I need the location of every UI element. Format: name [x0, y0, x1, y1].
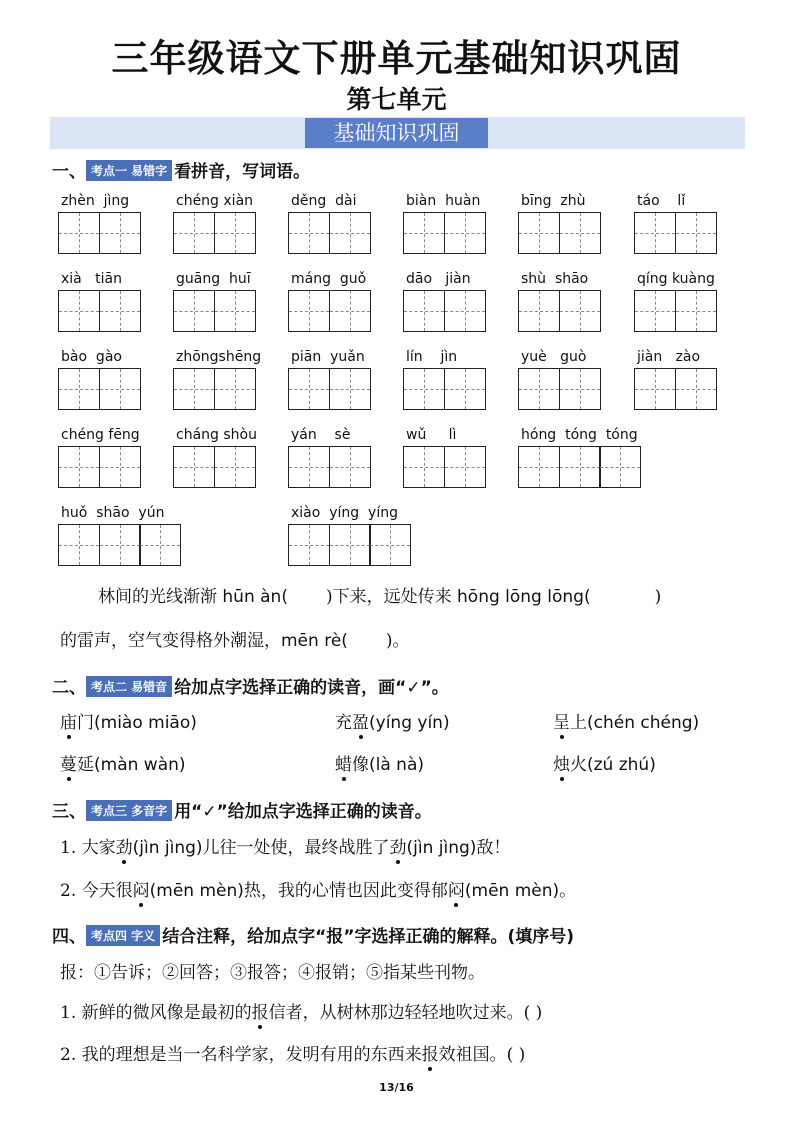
pinyin-label: xià tiān [61, 271, 122, 287]
question-text: 结合注释，给加点字“报”字选择正确的解释。(填序号) [162, 927, 575, 947]
pinyin-label: táo lǐ [637, 193, 686, 209]
tianzige-box[interactable] [444, 368, 486, 410]
word-cell [58, 505, 180, 566]
dotted-char: 闷 [132, 881, 150, 901]
word-cell [288, 271, 369, 332]
tianzige-box[interactable] [173, 446, 215, 488]
unit-subtitle: 第七单元 [346, 85, 447, 114]
word-cell [173, 271, 254, 332]
tianzige-box[interactable] [518, 290, 560, 332]
pinyin-label: yuè guò [521, 349, 587, 365]
tianzige-box[interactable] [329, 290, 371, 332]
word-cell [173, 349, 261, 410]
pinyin-label: xiào yíng yíng [291, 505, 398, 521]
passage-line-2 [60, 626, 410, 651]
tianzige-box[interactable] [369, 524, 411, 566]
tianzige-box[interactable] [403, 368, 445, 410]
tianzige-box[interactable] [634, 290, 676, 332]
question-2-heading [52, 673, 449, 698]
word-rest: 火 [570, 755, 587, 775]
dotted-char: 报 [251, 1003, 269, 1023]
pinyin-label: chéng fēng [61, 427, 140, 443]
pinyin-label: yán sè [291, 427, 351, 443]
word-cell [518, 427, 640, 488]
topic-tag: 考点三 多音字 [86, 800, 172, 821]
pinyin-label: hóng tóng tóng [521, 427, 638, 443]
tianzige-box[interactable] [329, 212, 371, 254]
tianzige-box[interactable] [675, 290, 717, 332]
question-4-heading [52, 922, 574, 947]
tianzige-box[interactable] [559, 212, 601, 254]
tianzige-box[interactable] [675, 212, 717, 254]
word-cell [403, 427, 484, 488]
word-cell [403, 271, 484, 332]
line-text: (jìn jìng)敌！ [406, 838, 511, 858]
writing-boxes [403, 446, 484, 488]
tianzige-box[interactable] [559, 290, 601, 332]
writing-boxes [58, 212, 139, 254]
tianzige-box[interactable] [288, 368, 330, 410]
word-cell [288, 427, 369, 488]
writing-boxes [288, 368, 369, 410]
reading-options: (chén chéng) [587, 713, 700, 733]
tianzige-box[interactable] [518, 212, 560, 254]
choice-item[interactable] [60, 750, 186, 775]
choice-item[interactable] [553, 750, 656, 775]
question-number: 三、 [52, 802, 86, 822]
tianzige-box[interactable] [329, 446, 371, 488]
writing-boxes [403, 368, 484, 410]
tianzige-box[interactable] [559, 368, 601, 410]
tianzige-box[interactable] [518, 446, 560, 488]
tianzige-box[interactable] [634, 212, 676, 254]
writing-boxes [58, 524, 180, 566]
writing-boxes [173, 368, 261, 410]
page-number: 13/16 [379, 1081, 414, 1094]
reading-options: (yíng yín) [369, 713, 450, 733]
passage-text: )。 [385, 631, 410, 651]
pinyin-label: máng guǒ [291, 271, 367, 287]
tianzige-box[interactable] [173, 290, 215, 332]
word-cell [173, 193, 254, 254]
pinyin-label: lín jìn [406, 349, 458, 365]
topic-tag: 考点二 易错音 [86, 676, 172, 697]
reading-options: (là nà) [369, 755, 425, 775]
tianzige-box[interactable] [99, 524, 141, 566]
pinyin-label: qíng kuàng [637, 271, 715, 287]
tianzige-box[interactable] [288, 290, 330, 332]
meaning-line-2[interactable] [60, 1040, 525, 1065]
topic-tag: 考点四 字义 [86, 925, 160, 946]
line-text: 2. 我的理想是当一名科学家，发明有用的东西来 [60, 1045, 422, 1065]
tianzige-box[interactable] [99, 290, 141, 332]
word-cell [634, 271, 715, 332]
writing-boxes [634, 368, 715, 410]
tianzige-box[interactable] [214, 446, 256, 488]
tianzige-box[interactable] [173, 368, 215, 410]
pinyin-label: děng dài [291, 193, 357, 209]
dotted-char: 呈 [553, 713, 570, 733]
question-number: 二、 [52, 678, 86, 698]
writing-boxes [58, 446, 140, 488]
choice-item[interactable] [553, 708, 699, 733]
word-cell [634, 349, 715, 410]
dotted-char: 蔓 [60, 755, 77, 775]
writing-boxes [173, 212, 254, 254]
tianzige-box[interactable] [403, 446, 445, 488]
tianzige-box[interactable] [599, 446, 641, 488]
writing-boxes [518, 368, 599, 410]
reading-options: (zú zhú) [587, 755, 656, 775]
dotted-char: 庙 [60, 713, 77, 733]
pinyin-label: biàn huàn [406, 193, 481, 209]
question-text: 给加点字选择正确的读音，画“✓”。 [174, 678, 449, 698]
passage-line-1 [98, 582, 661, 607]
word-cell [403, 193, 484, 254]
word-cell [58, 271, 139, 332]
line-text: 1. 新鲜的微风像是最初的 [60, 1003, 252, 1023]
tianzige-box[interactable] [99, 212, 141, 254]
pinyin-label: chéng xiàn [176, 193, 254, 209]
word-rest: 延 [77, 755, 94, 775]
word-cell [58, 427, 140, 488]
line-text: 信者，从树林那边轻轻地吹过来。( ) [268, 1003, 543, 1023]
pinyin-blank[interactable]: mēn rè( [281, 631, 348, 651]
writing-boxes [58, 290, 139, 332]
passage-text: )下来，远处传来 [325, 587, 452, 607]
word-cell [518, 271, 599, 332]
question-3-heading [52, 797, 432, 822]
tianzige-box[interactable] [329, 368, 371, 410]
tianzige-box[interactable] [559, 446, 601, 488]
writing-boxes [288, 290, 369, 332]
definition-list: 报：①告诉；②回答；③报答；④报销；⑤指某些刊物。 [60, 963, 485, 983]
dotted-char: 烛 [553, 755, 570, 775]
line-text: 2. 今天很 [60, 881, 133, 901]
word-cell [403, 349, 484, 410]
tianzige-box[interactable] [58, 368, 100, 410]
tianzige-box[interactable] [444, 212, 486, 254]
dotted-char: 闷 [447, 881, 465, 901]
tianzige-box[interactable] [403, 290, 445, 332]
tianzige-box[interactable] [99, 368, 141, 410]
tianzige-box[interactable] [518, 368, 560, 410]
word-cell [518, 349, 599, 410]
dotted-char: 蜡 [335, 755, 352, 775]
tianzige-box[interactable] [58, 290, 100, 332]
tianzige-box[interactable] [58, 446, 100, 488]
polyphone-line-2[interactable] [60, 876, 576, 901]
pinyin-label: jiàn zào [637, 349, 701, 365]
pinyin-label: bīng zhù [521, 193, 586, 209]
pinyin-label: zhèn jìng [61, 193, 130, 209]
question-text: 用“✓”给加点字选择正确的读音。 [174, 802, 432, 822]
writing-boxes [518, 212, 599, 254]
line-text: 效祖国。( ) [438, 1045, 526, 1065]
tianzige-box[interactable] [99, 446, 141, 488]
writing-boxes [173, 290, 254, 332]
tianzige-box[interactable] [58, 524, 100, 566]
tianzige-box[interactable] [58, 212, 100, 254]
tianzige-box[interactable] [173, 212, 215, 254]
pinyin-label: cháng shòu [176, 427, 257, 443]
pinyin-label: guāng huī [176, 271, 251, 287]
tianzige-box[interactable] [288, 524, 330, 566]
writing-boxes [518, 446, 640, 488]
line-text: (mēn mèn)。 [464, 881, 577, 901]
pinyin-label: bào gào [61, 349, 122, 365]
tianzige-box[interactable] [444, 446, 486, 488]
pinyin-label: zhōngshēng [176, 349, 262, 365]
polyphone-line-1[interactable] [60, 833, 510, 858]
pinyin-blank[interactable]: hōng lōng lōng( [457, 587, 591, 607]
word-cell [58, 193, 139, 254]
dotted-char: 劲 [115, 838, 133, 858]
tianzige-box[interactable] [675, 368, 717, 410]
word-cell [173, 427, 257, 488]
choice-item[interactable] [335, 750, 424, 775]
word-rest: 像 [352, 755, 369, 775]
word-rest: 门 [77, 713, 94, 733]
choice-item[interactable] [335, 708, 450, 733]
line-text: (mēn mèn)热，我的心情也因此变得郁 [149, 881, 448, 901]
word-rest: 上 [570, 713, 587, 733]
writing-boxes [288, 212, 369, 254]
tianzige-box[interactable] [214, 368, 256, 410]
line-text: (jìn jìng)儿往一处使，最终战胜了 [132, 838, 390, 858]
writing-boxes [518, 290, 599, 332]
section-banner-label: 基础知识巩固 [305, 118, 488, 148]
question-1-heading [52, 157, 310, 182]
word-cell [58, 349, 139, 410]
line-text: 1. 大家 [60, 838, 116, 858]
reading-options: (miào miāo) [94, 713, 197, 733]
dotted-char: 盈 [352, 713, 369, 733]
tianzige-box[interactable] [634, 368, 676, 410]
question-number: 一、 [52, 162, 86, 182]
tianzige-box[interactable] [288, 446, 330, 488]
dotted-char: 劲 [389, 838, 407, 858]
writing-boxes [634, 212, 715, 254]
pinyin-label: wǔ lì [406, 427, 457, 443]
writing-boxes [58, 368, 139, 410]
pinyin-label: dāo jiàn [406, 271, 471, 287]
tianzige-box[interactable] [288, 212, 330, 254]
passage-text: ) [654, 587, 662, 607]
writing-boxes [634, 290, 715, 332]
page-title: 三年级语文下册单元基础知识巩固 [111, 37, 682, 80]
pinyin-blank[interactable]: hūn àn( [222, 587, 288, 607]
word-cell [288, 193, 369, 254]
writing-boxes [403, 212, 484, 254]
writing-boxes [403, 290, 484, 332]
passage-text: 的雷声，空气变得格外潮湿， [60, 631, 281, 651]
tianzige-box[interactable] [403, 212, 445, 254]
tianzige-box[interactable] [139, 524, 181, 566]
word-cell [634, 193, 715, 254]
tianzige-box[interactable] [329, 524, 371, 566]
passage-text: 林间的光线渐渐 [98, 587, 217, 607]
meaning-line-1[interactable] [60, 998, 542, 1023]
pinyin-label: shù shāo [521, 271, 589, 287]
writing-boxes [173, 446, 257, 488]
word-cell [288, 349, 369, 410]
question-number: 四、 [52, 927, 86, 947]
pinyin-label: piān yuǎn [291, 349, 365, 365]
question-text: 看拼音，写词语。 [174, 162, 311, 182]
word-pre: 充 [335, 713, 352, 733]
writing-boxes [288, 524, 410, 566]
reading-options: (màn wàn) [94, 755, 186, 775]
tianzige-box[interactable] [214, 290, 256, 332]
dotted-char: 报 [421, 1045, 439, 1065]
tianzige-box[interactable] [444, 290, 486, 332]
choice-item[interactable] [60, 708, 197, 733]
writing-boxes [288, 446, 369, 488]
word-cell [288, 505, 410, 566]
tianzige-box[interactable] [214, 212, 256, 254]
pinyin-label: huǒ shāo yún [61, 505, 165, 521]
topic-tag: 考点一 易错字 [86, 160, 172, 181]
word-cell [518, 193, 599, 254]
